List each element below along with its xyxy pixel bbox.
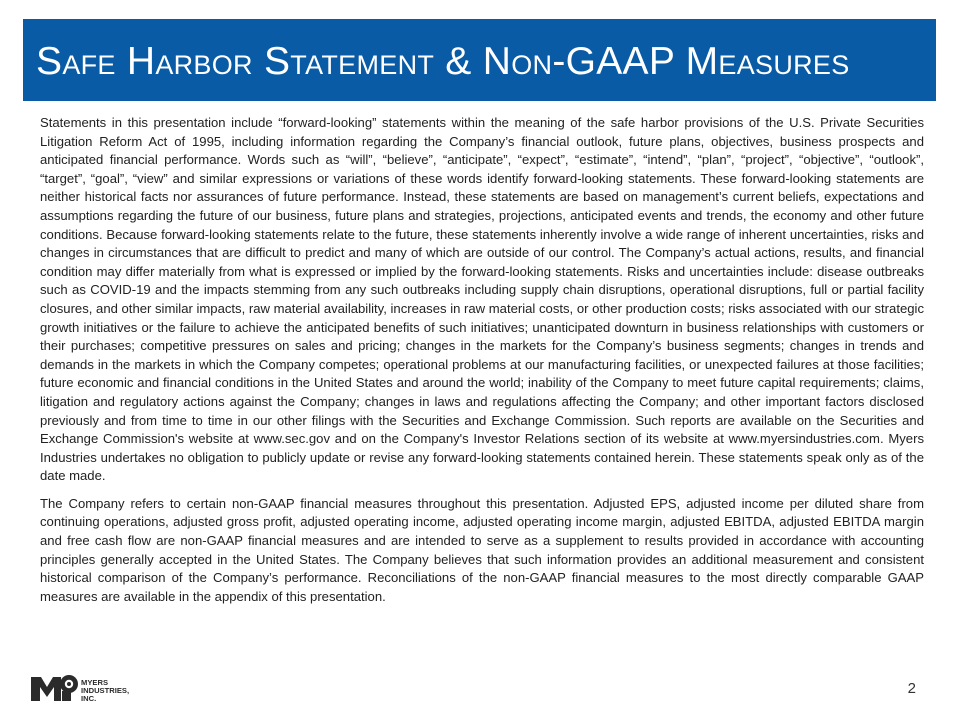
body-text: [40, 114, 924, 615]
logo-text-line2: INDUSTRIES,: [81, 686, 130, 695]
safe-harbor-paragraph: Statements in this presentation include “forward-looking” statements within the meaning of the safe harbor provisions of the U.S. Private Securities Litigation Reform Act of 1995, including information regarding the Company’s financial outlook, future plans, objectives, business prospects and anticipated financial performance. Words such as “will”, “believe”, “anticipate”, “expect”, “estimate”, “intend”, “plan”, “project”, “objective”, “outlook”, “target”, “goal”, “view” and similar expressions or variations of these words identify forward-looking statements. These forward-looking statements are neither historical facts nor assurances of future performance. Instead, these statements are based on management’s current beliefs, expectations and assumptions regarding the future of our business, future plans and strategies, projections, anticipated events and trends, the economy and other future conditions. Because forward-looking statements relate to the future, these statements inherently involve a wide range of inherent uncertainties, risks and changes in circumstances that are difficult to predict and many of which are outside of our control. The Company’s actual actions, results, and financial condition may differ materially from what is expressed or implied by the forward-looking statements. Risks and uncertainties include: disease outbreaks such as COVID-19 and the impacts stemming from any such outbreaks including supply chain disruptions, operational disruptions, full or partial facility closures, and other similar impacts, raw material availability, increases in raw material costs, or other production costs; risks associated with our strategic growth initiatives or the failure to achieve the anticipated benefits of such initiatives; unanticipated downturn in business relationships with customers or their purchases; competitive pressures on sales and pricing; changes in the markets for the Company’s business segments; changes in trends and demands in the markets in which the Company competes; operational problems at our manufacturing facilities, or unexpected failures at those facilities; future economic and financial conditions in the United States and around the world; inability of the Company to meet future capital requirements; claims, litigation and regulatory actions against the Company; changes in laws and regulations affecting the Company; and other important factors disclosed previously and from time to time in our other filings with the Securities and Exchange Commission. Such reports are available on the Securities and Exchange Commission's website at www.sec.gov and on the Company's Investor Relations section of its website at www.myersindustries.com. Myers Industries undertakes no obligation to publicly update or revise any forward-looking statements contained herein. These statements speak only as of the date made.: [40, 115, 924, 484]
title-bar: [23, 19, 936, 101]
myers-industries-logo: [31, 671, 151, 705]
page-number: 2: [907, 680, 916, 697]
non-gaap-paragraph: The Company refers to certain non-GAAP financial measures throughout this presentation. Adjusted EPS, adjusted income per diluted share from continuing operations, adjusted gross profit, adjusted operating income, adjusted operating income margin, adjusted EBITDA, adjusted EBITDA margin and free cash flow are non-GAAP financial measures and are intended to serve as a supplement to results provided in accordance with accounting principles generally accepted in the United States. The Company believes that such information provides an additional measurement and consistent historical comparison of the Company’s performance. Reconciliations of the non-GAAP financial measures to the most directly comparable GAAP measures are available in the appendix of this presentation.: [40, 495, 924, 604]
logo-text-line1: MYERS: [81, 678, 109, 687]
logo-text-line3: INC.: [81, 694, 97, 703]
slide-title: Safe Harbor Statement & Non-GAAP Measures: [36, 40, 850, 83]
